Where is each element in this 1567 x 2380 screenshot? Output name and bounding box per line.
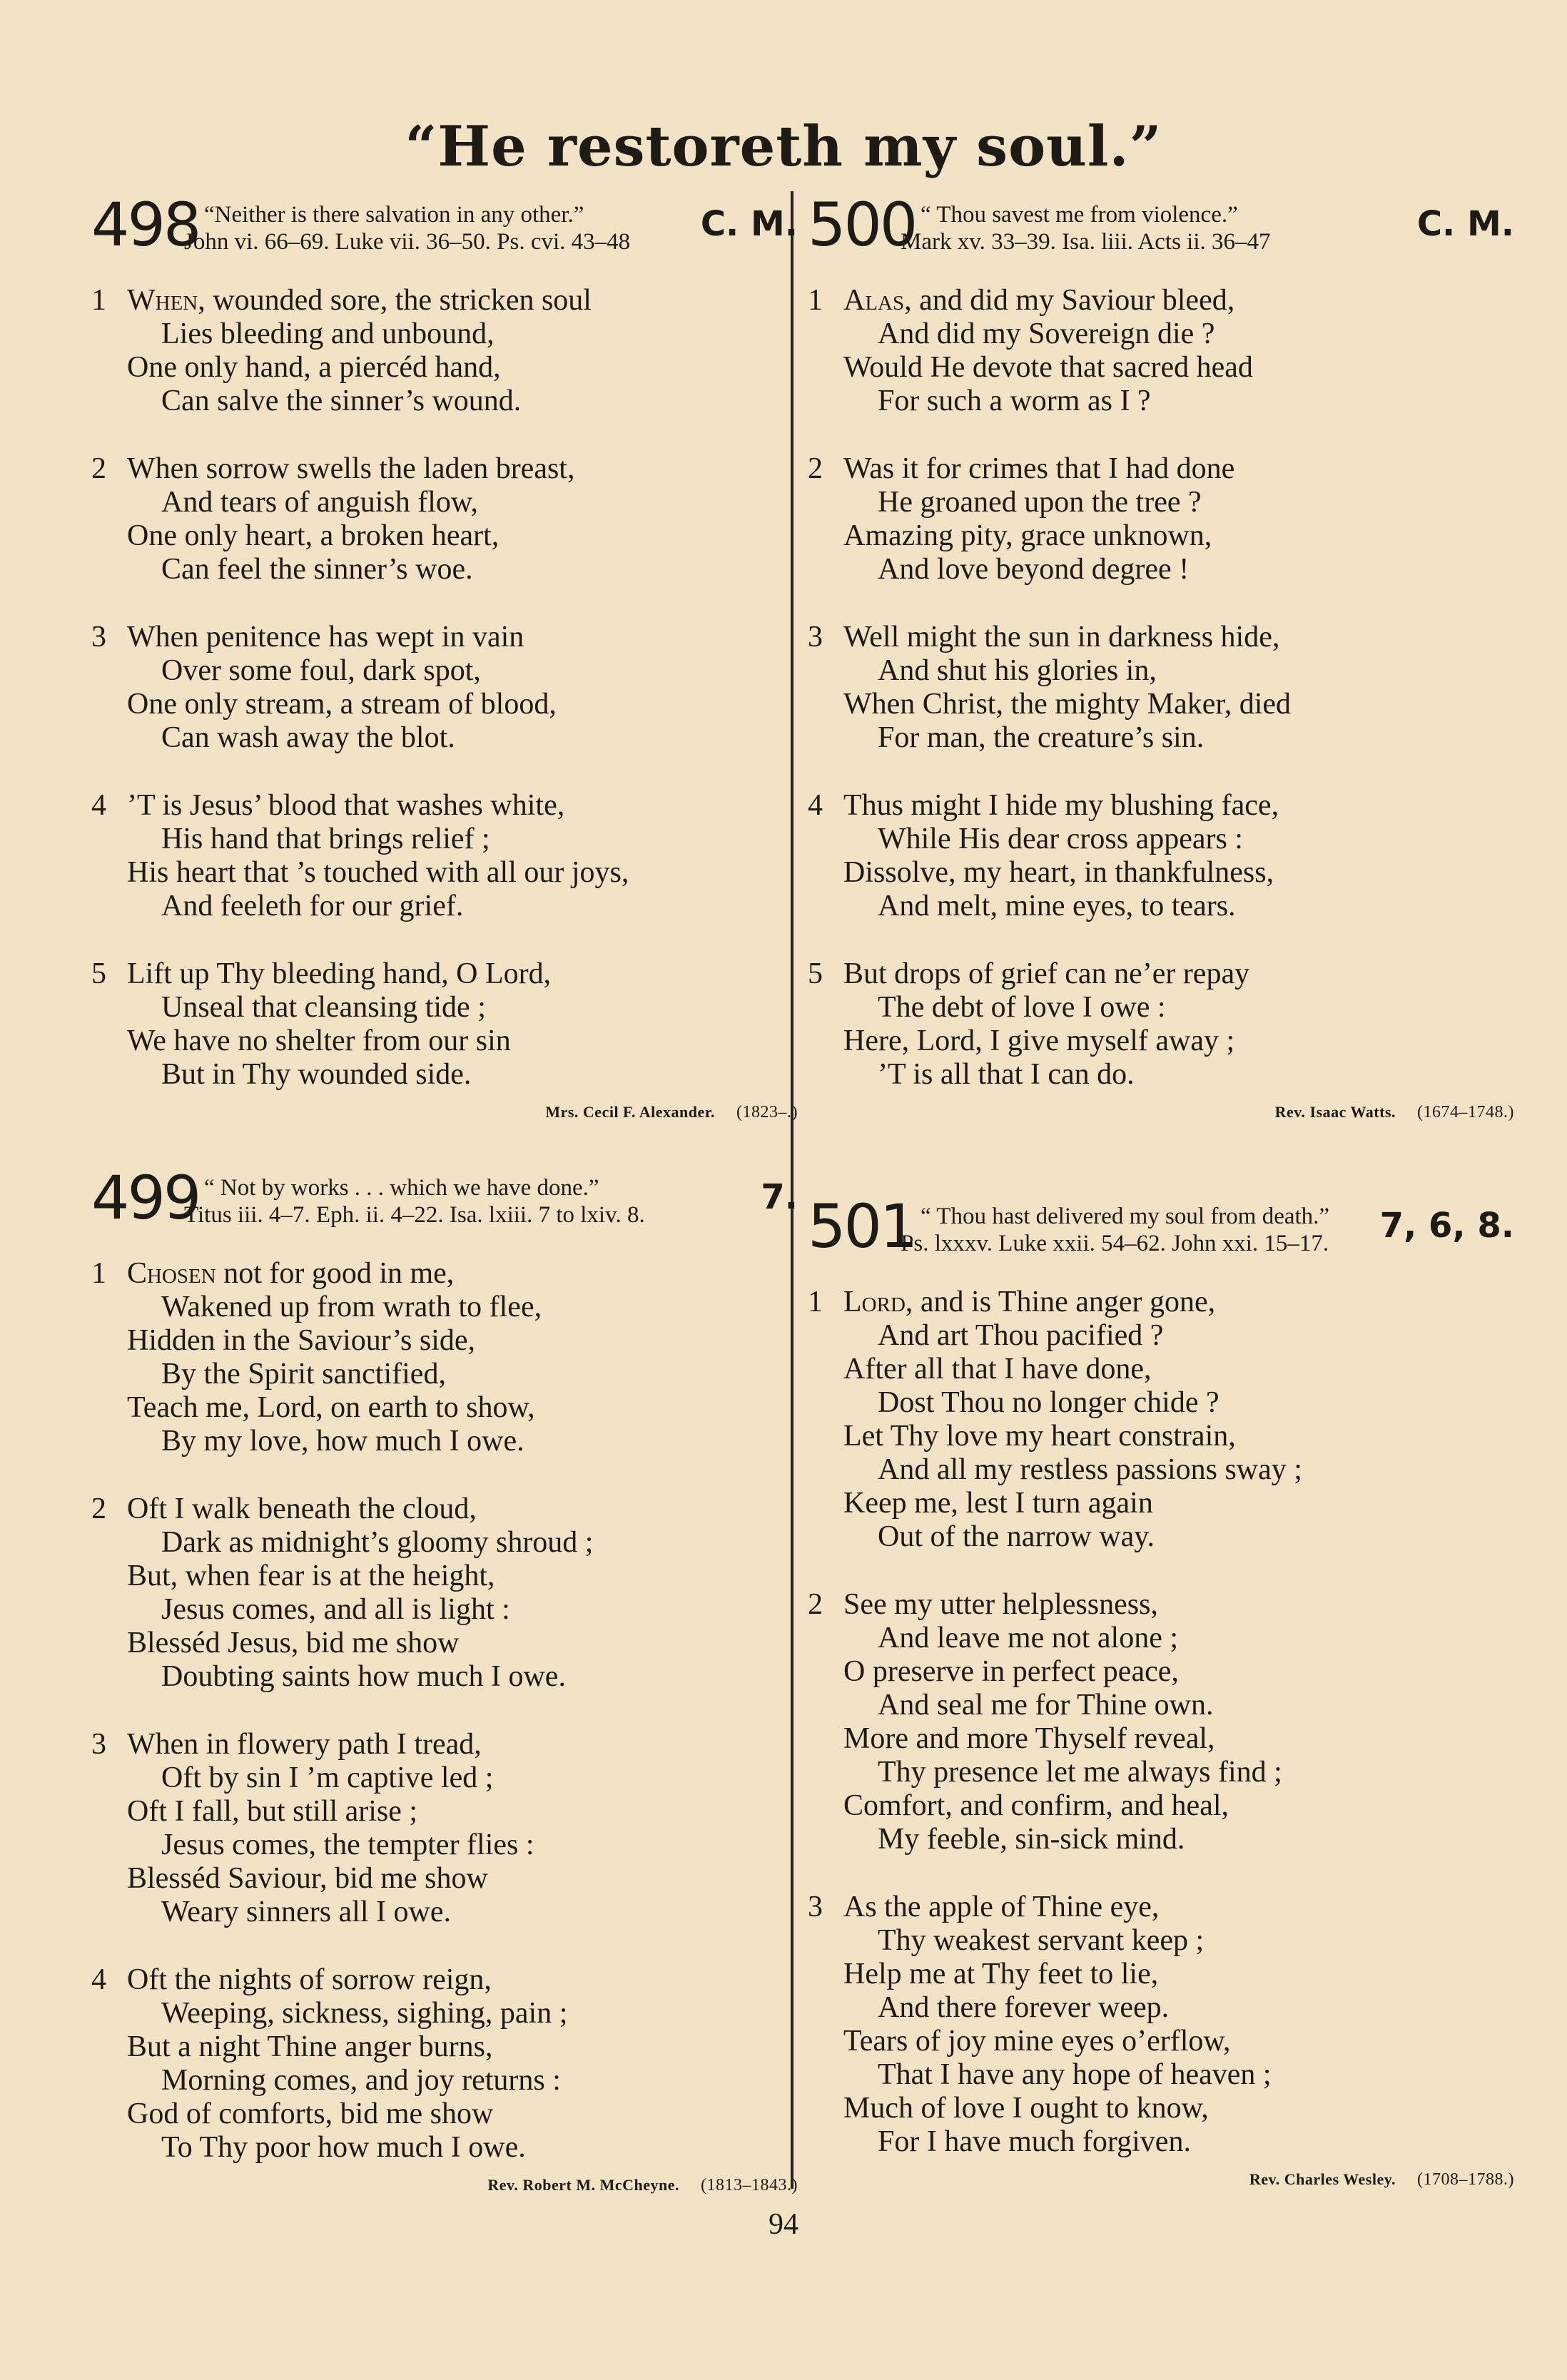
verse-line (808, 789, 1514, 823)
hymn-scripture-refs: Mark xv. 33–39. Isa. liii. Acts ii. 36–47 (901, 229, 1271, 255)
verse-line (808, 1991, 1514, 2025)
verse-line (808, 1058, 1514, 1092)
verse-line (808, 1520, 1514, 1554)
verse-text: Dissolve, my heart, in thankfulness, (843, 856, 1274, 889)
author-name: Mrs. Cecil F. Alexander. (545, 1103, 716, 1121)
verse-line (91, 789, 798, 823)
verse-line (808, 2058, 1514, 2092)
stanza (808, 789, 1514, 923)
verse-text: More and more Thyself reveal, (843, 1722, 1215, 1755)
verse-line (91, 1829, 798, 1862)
hymn-meter: 7, 6, 8. (1379, 1206, 1514, 1246)
verse-text: wounded sore, the stricken soul (213, 284, 592, 317)
verse-line (91, 1391, 798, 1425)
stanza (91, 789, 798, 923)
verse-line (808, 1689, 1514, 1722)
verse-line (91, 553, 798, 586)
stanza-number: 3 (91, 1728, 106, 1761)
verse-line (808, 1353, 1514, 1386)
author-dates: (1813–1843.) (701, 2176, 798, 2195)
verse-text: Oft the nights of sorrow reign, (127, 1963, 492, 1996)
verse-line (808, 1958, 1514, 1991)
verse-text: We have no shelter from our sin (127, 1024, 511, 1057)
verse-text: By the Spirit sanctified, (161, 1358, 446, 1390)
stanza-list (91, 284, 798, 1092)
verse-line (91, 2131, 798, 2165)
verse-text: His heart that ’s touched with all our joys, (127, 856, 629, 889)
verse-text: Blesséd Jesus, bid me show (127, 1627, 460, 1659)
verse-text: My feeble, sin-sick mind. (878, 1823, 1185, 1856)
verse-line (808, 317, 1514, 351)
verse-text: When penitence has wept in vain (127, 621, 524, 654)
verse-line (808, 688, 1514, 721)
stanza (808, 621, 1514, 755)
verse-text: While His dear cross appears : (878, 823, 1243, 855)
verse-line (808, 721, 1514, 755)
verse-text: But, when fear is at the height, (127, 1560, 495, 1592)
verse-line (808, 385, 1514, 418)
stanza (91, 284, 798, 418)
verse-text: Keep me, lest I turn again (843, 1487, 1153, 1520)
hymn-epigraph: “ Thou savest me from violence.” (921, 202, 1238, 228)
verse-line (91, 284, 798, 317)
verse-line (808, 519, 1514, 553)
author-name: Rev. Isaac Watts. (1274, 1103, 1396, 1121)
verse-line (91, 317, 798, 351)
verse-line (808, 1286, 1514, 1319)
verse-line (91, 1291, 798, 1324)
verse-text: And leave me not alone ; (878, 1622, 1179, 1654)
hymn-499 (91, 1163, 798, 2195)
stanza (91, 1257, 798, 1458)
verse-line (91, 1862, 798, 1896)
verse-line (808, 1588, 1514, 1622)
verse-text: That I have any hope of heaven ; (878, 2058, 1272, 2091)
verse-text: Doubting saints how much I owe. (161, 1660, 566, 1693)
page-title: “He restoreth my soul.” (405, 114, 1162, 179)
verse-text: And there forever weep. (878, 1991, 1170, 2024)
verse-line (808, 856, 1514, 890)
verse-lead-word: Chosen (127, 1257, 216, 1290)
hymn-number: 498 (91, 190, 200, 260)
verse-text: The debt of love I owe : (878, 991, 1166, 1024)
verse-lead-word: Alas, (843, 284, 912, 317)
verse-line (91, 1560, 798, 1593)
verse-line (91, 621, 798, 654)
hymn-header (91, 190, 798, 268)
hymn-scripture-refs: John vi. 66–69. Luke vii. 36–50. Ps. cvi. 43–48 (184, 229, 631, 255)
verse-text: And love beyond degree ! (878, 553, 1190, 586)
verse-line (91, 1526, 798, 1560)
hymn-scripture-reference (184, 201, 726, 255)
verse-text: And tears of anguish flow, (161, 486, 479, 519)
verse-line (808, 957, 1514, 991)
hymn-number: 501 (808, 1191, 916, 1261)
verse-line (91, 519, 798, 553)
verse-text: Dost Thou no longer chide ? (878, 1386, 1219, 1419)
verse-text: and is Thine anger gone, (920, 1286, 1216, 1318)
verse-text: Out of the narrow way. (878, 1520, 1155, 1553)
hymn-author (808, 1103, 1514, 1122)
stanza (91, 957, 798, 1092)
stanza (808, 957, 1514, 1092)
verse-line (91, 890, 798, 923)
stanza (91, 621, 798, 755)
verse-text: Well might the sun in darkness hide, (843, 621, 1280, 654)
hymn-epigraph: “ Not by works . . . which we have done.” (204, 1175, 599, 1201)
verse-text: ’T is all that I can do. (878, 1058, 1135, 1091)
verse-text: When sorrow swells the laden breast, (127, 452, 575, 485)
verse-line (808, 1722, 1514, 1756)
hymn-epigraph: “ Thou hast delivered my soul from death.” (921, 1204, 1330, 1229)
verse-text: And melt, mine eyes, to tears. (878, 890, 1236, 922)
stanza-number: 2 (808, 1588, 823, 1621)
stanza (808, 452, 1514, 586)
stanza (91, 1728, 798, 1929)
verse-line (91, 991, 798, 1024)
hymn-number: 500 (808, 190, 916, 260)
verse-text: Thy presence let me always find ; (878, 1756, 1282, 1789)
verse-text: And art Thou pacified ? (878, 1319, 1164, 1352)
hymn-header (91, 1163, 798, 1241)
hymn-501 (808, 1191, 1514, 2190)
author-dates: (1674–1748.) (1417, 1103, 1514, 1122)
verse-text: Here, Lord, I give myself away ; (843, 1024, 1235, 1057)
verse-line (808, 1756, 1514, 1789)
hymn-meter: C. M. (700, 204, 798, 244)
verse-line (808, 1319, 1514, 1353)
verse-text: To Thy poor how much I owe. (161, 2131, 526, 2164)
verse-lead-word: Lord, (843, 1286, 913, 1318)
verse-text: not for good in me, (223, 1257, 455, 1290)
hymn-scripture-reference (184, 1174, 726, 1229)
verse-text: As the apple of Thine eye, (843, 1891, 1160, 1923)
verse-line (91, 1660, 798, 1694)
verse-line (808, 1823, 1514, 1856)
verse-text: Lift up Thy bleeding hand, O Lord, (127, 957, 552, 990)
stanza-number: 2 (91, 452, 106, 485)
verse-line (808, 991, 1514, 1024)
verse-text: One only heart, a broken heart, (127, 519, 499, 552)
hymn-number: 499 (91, 1163, 200, 1233)
verse-text: His hand that brings relief ; (161, 823, 490, 855)
author-dates: (1708–1788.) (1417, 2170, 1514, 2189)
verse-text: Tears of joy mine eyes o’erflow, (843, 2025, 1231, 2058)
verse-text: And all my restless passions sway ; (878, 1453, 1302, 1486)
verse-line (808, 2025, 1514, 2058)
verse-line (808, 2092, 1514, 2125)
verse-line (91, 856, 798, 890)
stanza (808, 1588, 1514, 1856)
verse-text: See my utter helplessness, (843, 1588, 1158, 1621)
verse-line (808, 654, 1514, 688)
verse-text: And shut his glories in, (878, 654, 1157, 687)
verse-line (808, 1386, 1514, 1420)
verse-text: Blesséd Saviour, bid me show (127, 1862, 488, 1895)
verse-text: and did my Saviour bleed, (919, 284, 1235, 317)
verse-text: For such a worm as I ? (878, 385, 1151, 417)
verse-line (808, 1420, 1514, 1453)
verse-text: Hidden in the Saviour’s side, (127, 1324, 476, 1357)
hymn-meter: 7. (761, 1177, 798, 1217)
hymn-author (91, 1103, 798, 1122)
verse-line (91, 1627, 798, 1660)
verse-line (91, 486, 798, 519)
verse-line (808, 452, 1514, 486)
verse-line (808, 1024, 1514, 1058)
verse-line (91, 1492, 798, 1526)
verse-text: After all that I have done, (843, 1353, 1152, 1385)
stanza-list (91, 1257, 798, 2165)
verse-text: Thy weakest servant keep ; (878, 1924, 1205, 1957)
verse-line (808, 2125, 1514, 2159)
verse-text: Can salve the sinner’s wound. (161, 385, 522, 417)
verse-text: O preserve in perfect peace, (843, 1655, 1179, 1688)
verse-line (808, 1891, 1514, 1924)
verse-line (808, 1453, 1514, 1487)
stanza-number: 1 (808, 1286, 823, 1318)
verse-line (808, 486, 1514, 519)
verse-line (808, 823, 1514, 856)
stanza-list (808, 284, 1514, 1092)
verse-text: Weeping, sickness, sighing, pain ; (161, 1997, 568, 2030)
verse-line (91, 1324, 798, 1358)
verse-text: Thus might I hide my blushing face, (843, 789, 1279, 822)
verse-text: Can feel the sinner’s woe. (161, 553, 473, 586)
hymn-scripture-reference (901, 201, 1443, 255)
verse-line (91, 2097, 798, 2131)
verse-text: By my love, how much I owe. (161, 1425, 524, 1458)
verse-line (91, 1761, 798, 1795)
verse-line (91, 385, 798, 418)
hymn-498 (91, 190, 798, 1122)
verse-line (91, 1896, 798, 1929)
verse-line (91, 452, 798, 486)
stanza-number: 2 (808, 452, 823, 485)
verse-line (91, 1593, 798, 1627)
stanza (808, 1286, 1514, 1554)
verse-text: Wakened up from wrath to flee, (161, 1291, 542, 1323)
verse-line (91, 1358, 798, 1391)
verse-text: And seal me for Thine own. (878, 1689, 1214, 1722)
stanza-number: 4 (91, 1963, 106, 1996)
verse-line (808, 284, 1514, 317)
hymn-scripture-refs: Titus iii. 4–7. Eph. ii. 4–22. Isa. lxiii. 7 to lxiv. 8. (184, 1202, 645, 1228)
verse-text: But drops of grief can ne’er repay (843, 957, 1250, 990)
verse-line (808, 1789, 1514, 1823)
verse-text: He groaned upon the tree ? (878, 486, 1202, 519)
page-number: 94 (769, 2208, 798, 2241)
verse-line (808, 1622, 1514, 1655)
verse-text: When in flowery path I tread, (127, 1728, 482, 1761)
verse-text: Lies bleeding and unbound, (161, 317, 495, 350)
verse-text: For man, the creature’s sin. (878, 721, 1205, 754)
stanza-number: 5 (91, 957, 106, 990)
verse-line (808, 553, 1514, 586)
verse-line (91, 1963, 798, 1997)
verse-line (808, 1924, 1514, 1958)
author-name: Rev. Robert M. McCheyne. (487, 2176, 680, 2194)
verse-line (808, 621, 1514, 654)
hymn-scripture-reference (901, 1203, 1443, 1257)
verse-line (91, 1024, 798, 1058)
verse-text: Oft I fall, but still arise ; (127, 1795, 418, 1828)
verse-text: Can wash away the blot. (161, 721, 455, 754)
hymn-author (91, 2176, 798, 2195)
verse-text: Unseal that cleansing tide ; (161, 991, 486, 1024)
verse-text: One only stream, a stream of blood, (127, 688, 557, 721)
verse-line (91, 1728, 798, 1761)
stanza (808, 284, 1514, 418)
verse-text: Over some foul, dark spot, (161, 654, 481, 687)
verse-line (91, 351, 798, 385)
verse-line (91, 721, 798, 755)
verse-text: One only hand, a piercéd hand, (127, 351, 501, 384)
hymn-header (808, 1191, 1514, 1270)
verse-text: Jesus comes, the tempter flies : (161, 1829, 534, 1861)
verse-text: Would He devote that sacred head (843, 351, 1253, 384)
verse-text: But a night Thine anger burns, (127, 2030, 493, 2063)
verse-line (91, 1795, 798, 1829)
verse-text: Let Thy love my heart constrain, (843, 1420, 1236, 1453)
verse-text: God of comforts, bid me show (127, 2097, 494, 2130)
verse-line (808, 1487, 1514, 1520)
hymn-meter: C. M. (1416, 204, 1514, 244)
verse-line (91, 1257, 798, 1291)
stanza (91, 452, 798, 586)
stanza-number: 4 (91, 789, 106, 822)
verse-text: Weary sinners all I owe. (161, 1896, 451, 1928)
hymn-500 (808, 190, 1514, 1122)
verse-line (91, 2030, 798, 2064)
verse-text: Jesus comes, and all is light : (161, 1593, 510, 1626)
stanza-number: 3 (91, 621, 106, 654)
verse-text: Oft by sin I ’m captive led ; (161, 1761, 494, 1794)
verse-line (91, 688, 798, 721)
verse-lead-word: When, (127, 284, 206, 317)
verse-line (91, 654, 798, 688)
hymn-header (808, 190, 1514, 268)
stanza (91, 1963, 798, 2165)
author-dates: (1823–.) (736, 1103, 798, 1122)
verse-text: Amazing pity, grace unknown, (843, 519, 1212, 552)
verse-line (91, 957, 798, 991)
verse-text: But in Thy wounded side. (161, 1058, 472, 1091)
verse-line (91, 1058, 798, 1092)
verse-line (91, 1425, 798, 1458)
stanza-number: 1 (91, 1257, 106, 1290)
stanza-number: 1 (91, 284, 106, 317)
verse-text: And did my Sovereign die ? (878, 317, 1215, 350)
stanza-number: 3 (808, 621, 823, 654)
stanza-number: 4 (808, 789, 823, 822)
stanza-list (808, 1286, 1514, 2159)
stanza-number: 3 (808, 1891, 823, 1923)
verse-line (91, 1997, 798, 2030)
verse-text: For I have much forgiven. (878, 2125, 1191, 2158)
verse-text: And feeleth for our grief. (161, 890, 464, 922)
author-name: Rev. Charles Wesley. (1249, 2170, 1396, 2188)
verse-line (808, 1655, 1514, 1689)
verse-line (91, 823, 798, 856)
verse-text: Help me at Thy feet to lie, (843, 1958, 1159, 1990)
verse-line (808, 351, 1514, 385)
hymn-author (808, 2170, 1514, 2190)
verse-text: Teach me, Lord, on earth to show, (127, 1391, 535, 1424)
hymn-epigraph: “Neither is there salvation in any other.” (204, 202, 584, 228)
stanza (808, 1891, 1514, 2159)
verse-text: ’T is Jesus’ blood that washes white, (127, 789, 565, 822)
verse-text: When Christ, the mighty Maker, died (843, 688, 1292, 721)
hymn-scripture-refs: Ps. lxxxv. Luke xxii. 54–62. John xxi. 15–17. (901, 1231, 1329, 1256)
stanza-number: 2 (91, 1492, 106, 1525)
stanza-number: 1 (808, 284, 823, 317)
verse-text: Oft I walk beneath the cloud, (127, 1492, 477, 1525)
verse-line (91, 2064, 798, 2097)
stanza (91, 1492, 798, 1694)
verse-text: Morning comes, and joy returns : (161, 2064, 561, 2097)
stanza-number: 5 (808, 957, 823, 990)
verse-text: Much of love I ought to know, (843, 2092, 1209, 2125)
verse-text: Comfort, and confirm, and heal, (843, 1789, 1229, 1822)
verse-text: Was it for crimes that I had done (843, 452, 1235, 485)
verse-line (808, 890, 1514, 923)
verse-text: Dark as midnight’s gloomy shroud ; (161, 1526, 594, 1559)
